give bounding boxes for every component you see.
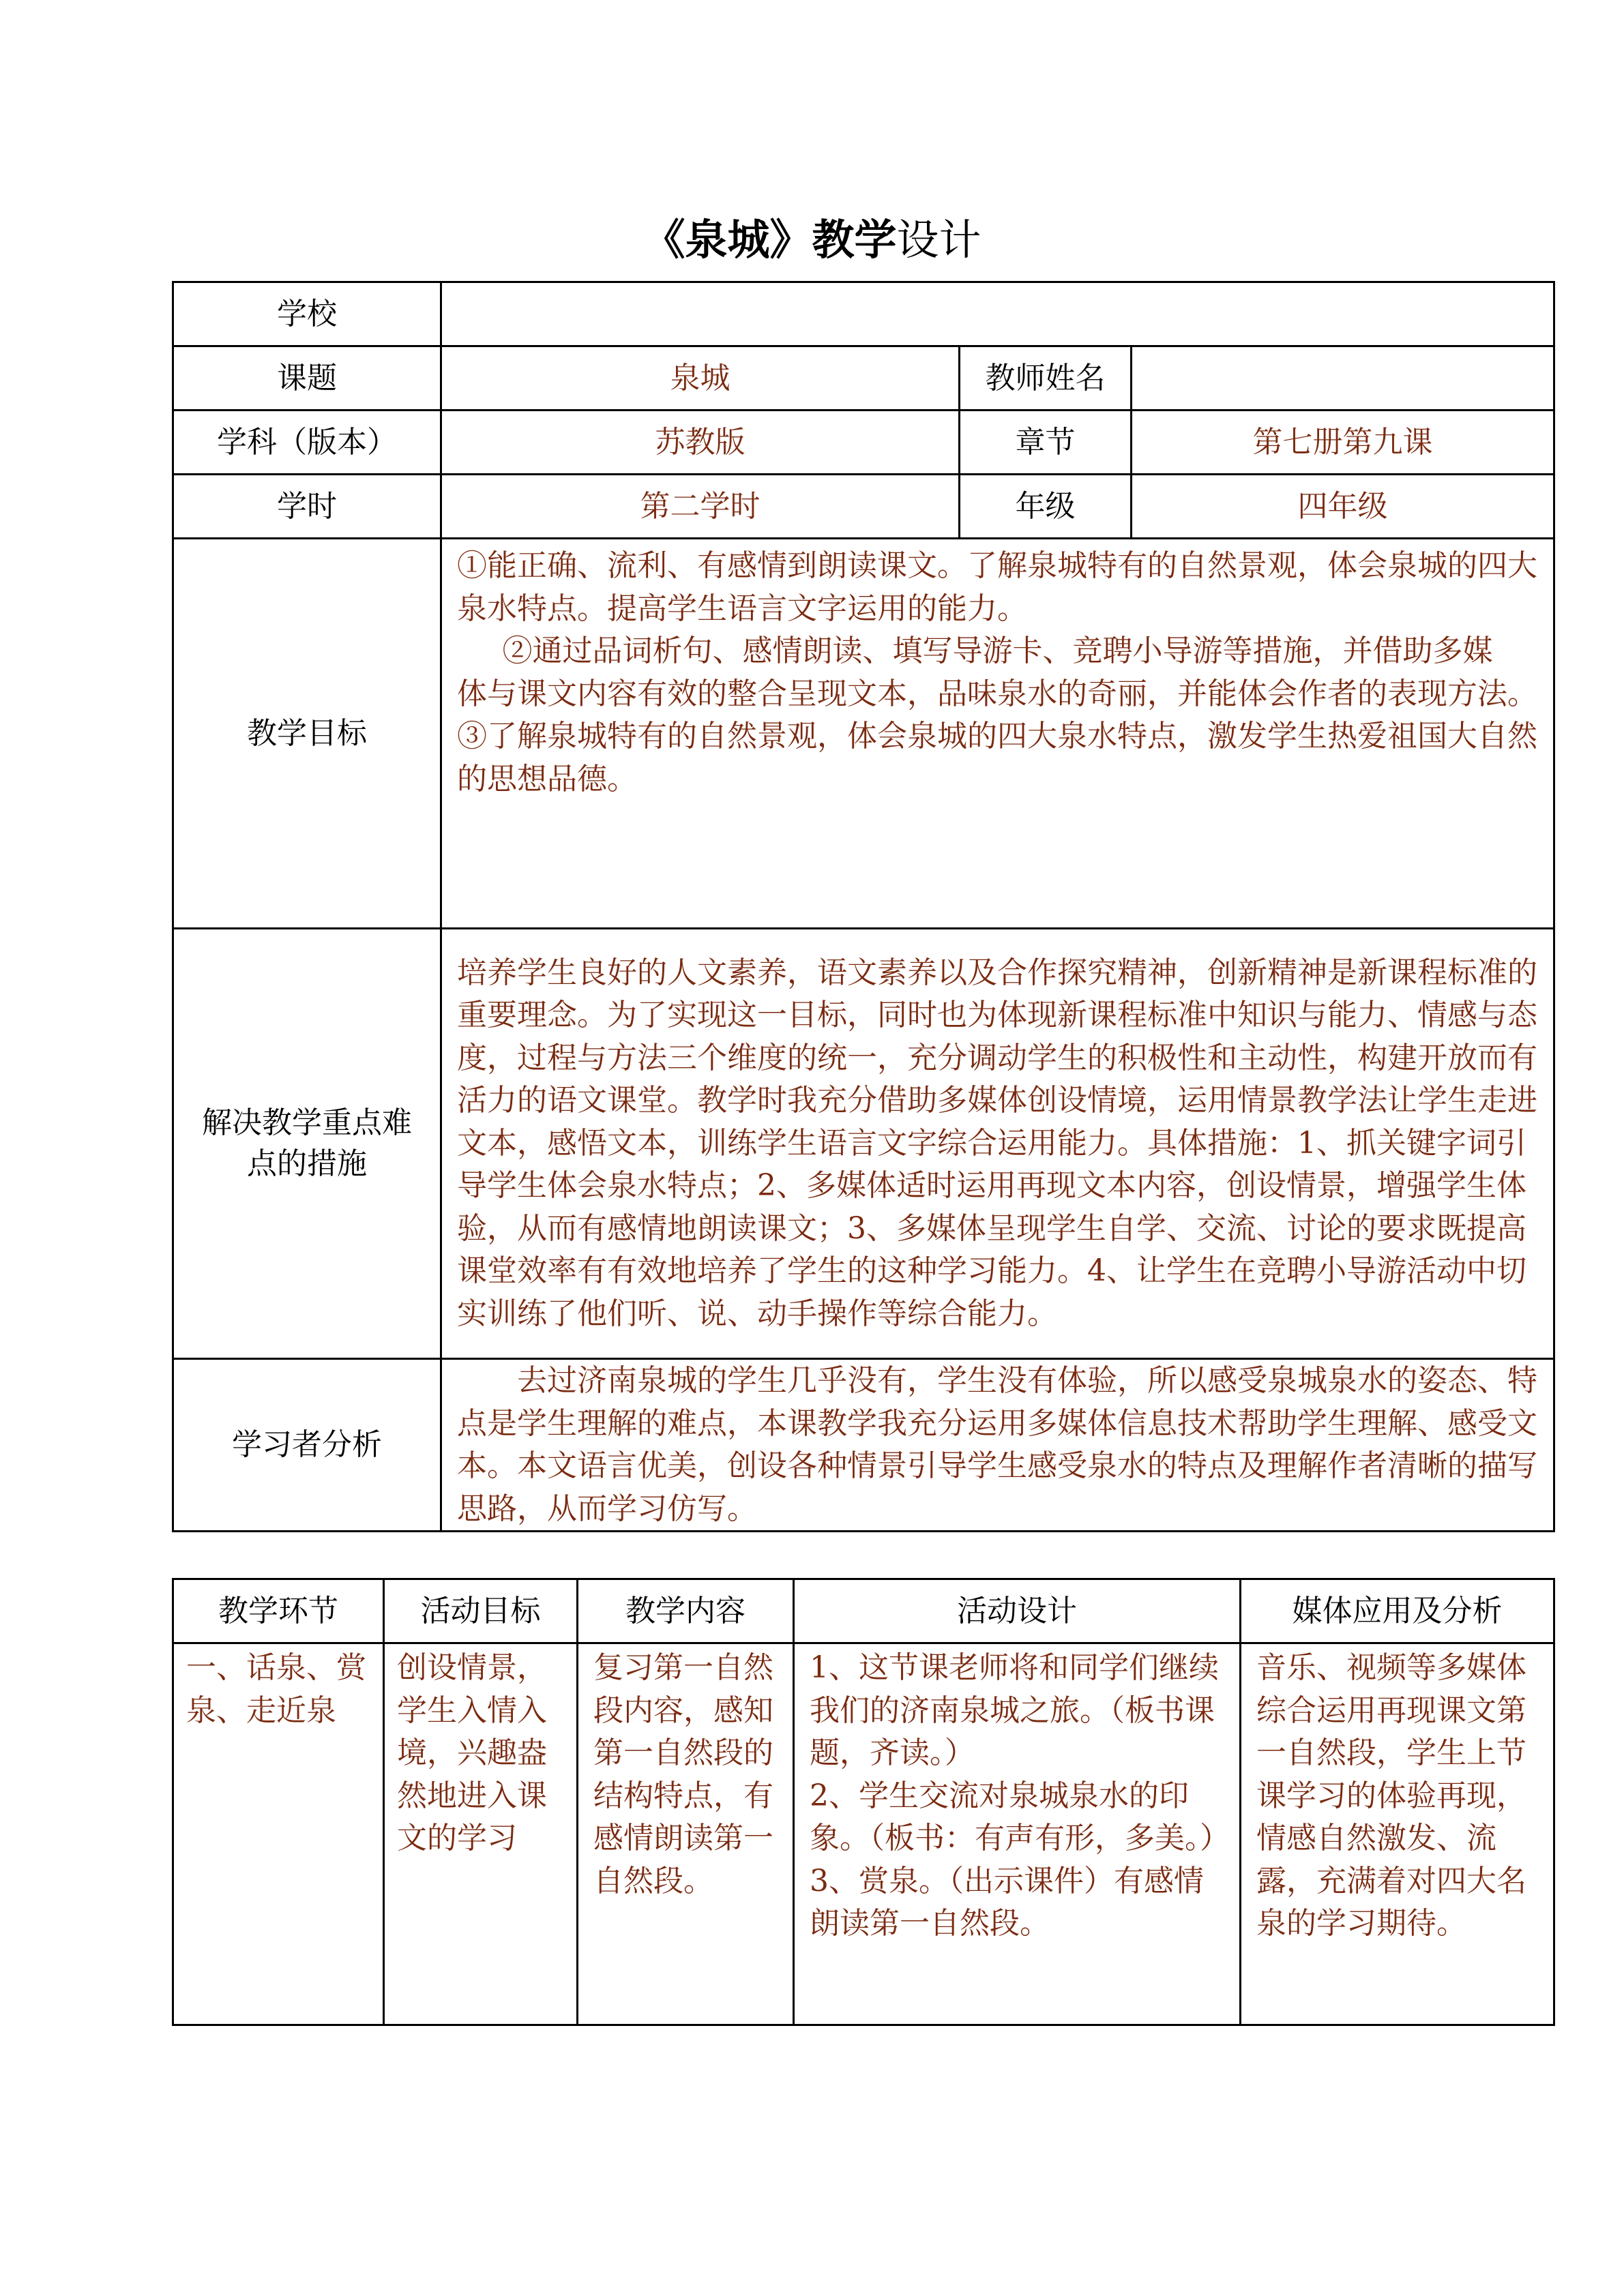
row-goal: 创设情景，学生入情入境，兴趣盎然地进入课文的学习	[384, 1643, 578, 2025]
goals-label: 教学目标	[173, 539, 441, 929]
title-suffix: 设计	[896, 215, 981, 265]
info-table	[172, 281, 1555, 1532]
page-title	[0, 213, 1624, 267]
row-design	[794, 1643, 1241, 2025]
goal-item: ②通过品词析句、感情朗读、填写导游卡、竞聘小导游等措施，并借助多媒	[502, 633, 1493, 668]
teacher-label: 教师姓名	[960, 346, 1132, 411]
topic-label: 课题	[173, 346, 441, 411]
goals-cell	[441, 539, 1554, 929]
design-step: 2、学生交流对泉城泉水的印象。（板书：有声有形，多美。）	[810, 1778, 1230, 1855]
period-label: 学时	[173, 475, 441, 539]
subject-value: 苏教版	[441, 411, 960, 475]
header-stage: 教学环节	[173, 1579, 384, 1643]
activity-table	[172, 1578, 1555, 2026]
chapter-value: 第七册第九课	[1132, 411, 1554, 475]
header-content: 教学内容	[578, 1579, 794, 1643]
design-step: 3、赏泉。（出示课件）有感情朗读第一自然段。	[810, 1863, 1204, 1941]
measures-text: 培养学生良好的人文素养，语文素养以及合作探究精神，创新精神是新课程标准的重要理念。为了实现这一目标，同时也为体现新课程标准中知识与能力、情感与态度，过程与方法三个维度的统一，充分调动学生的积极性和主动性，构建开放而有活力的语文课堂。教学时我充分借助多媒体创设情境，运用情景教学法让学生走进文本，感悟文本，训练学生语言文字综合运用能力。具体措施：1、抓关键字词引导学生体会泉水特点；2、多媒体适时运用再现文本内容，创设情景，增强学生体验，从而有感情地朗读课文；3、多媒体呈现学生自学、交流、讨论的要求既提高课堂效率有有效地培养了学生的这种学习能力。4、让学生在竞聘小导游活动中切实训练了他们听、说、动手操作等综合能力。	[441, 929, 1554, 1359]
row-media: 音乐、视频等多媒体综合运用再现课文第一自然段，学生上节课学习的体验再现，情感自然激发、流露，充满着对四大名泉的学习期待。	[1241, 1643, 1554, 2025]
period-value: 第二学时	[441, 475, 960, 539]
title-main: 《泉城》教学	[643, 215, 897, 265]
learner-text: 去过济南泉城的学生几乎没有，学生没有体验，所以感受泉城泉水的姿态、特点是学生理解的难点，本课教学我充分运用多媒体信息技术帮助学生理解、感受文本。本文语言优美，创设各种情景引导学生感受泉水的特点及理解作者清晰的描写思路，从而学习仿写。	[441, 1359, 1554, 1532]
header-design: 活动设计	[794, 1579, 1241, 1643]
school-value	[441, 282, 1554, 346]
measures-label: 解决教学重点难点的措施	[173, 929, 441, 1359]
teacher-value	[1132, 346, 1554, 411]
goal-item: 体与课文内容有效的整合呈现文本，品味泉水的奇丽，并能体会作者的表现方法。	[457, 676, 1537, 711]
school-label: 学校	[173, 282, 441, 346]
row-stage: 一、话泉、赏泉、走近泉	[173, 1643, 384, 2025]
header-goal: 活动目标	[384, 1579, 578, 1643]
grade-label: 年级	[960, 475, 1132, 539]
goal-item: ①能正确、流利、有感情到朗读课文。了解泉城特有的自然景观，体会泉城的四大泉水特点。提高学生语言文字运用的能力。	[457, 548, 1537, 626]
grade-value: 四年级	[1132, 475, 1554, 539]
topic-value: 泉城	[441, 346, 960, 411]
subject-label: 学科（版本）	[173, 411, 441, 475]
header-media: 媒体应用及分析	[1241, 1579, 1554, 1643]
design-step: 1、这节课老师将和同学们继续我们的济南泉城之旅。（板书课题，齐读。）	[810, 1650, 1219, 1770]
learner-label: 学习者分析	[173, 1359, 441, 1532]
chapter-label: 章节	[960, 411, 1132, 475]
row-content: 复习第一自然段内容，感知第一自然段的结构特点，有感情朗读第一自然段。	[578, 1643, 794, 2025]
goal-item: ③了解泉城特有的自然景观，体会泉城的四大泉水特点，激发学生热爱祖国大自然的思想品德。	[457, 719, 1537, 796]
